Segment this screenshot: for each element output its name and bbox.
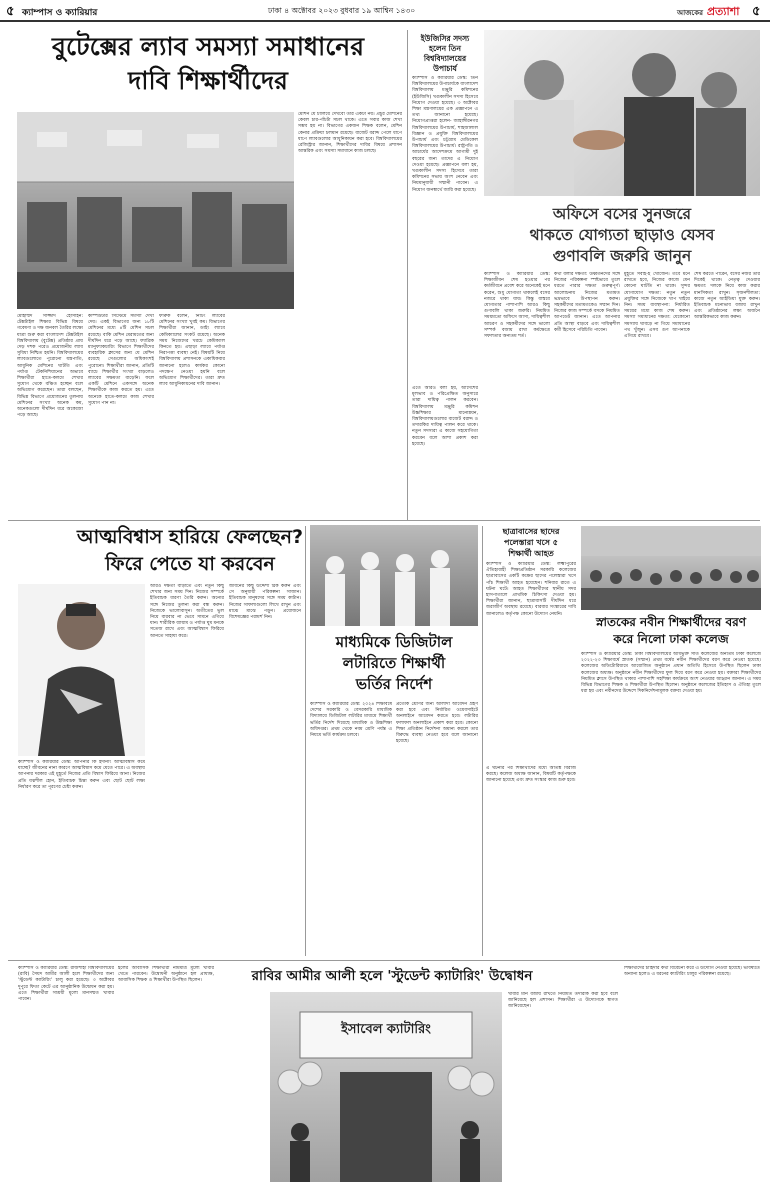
lottery-headline — [310, 632, 478, 695]
ugc-headline: ইউজিসির সদস্য হলেন তিন বিশ্ববিদ্যালয়ের উপাচার্য — [420, 34, 470, 73]
buet-lab-col-4: মেশিন যে চালিয়ে দেখবো তার একটা নয়। প্রচুর মেশিনের কেবল চার-পাঁচটা সচল থাকে। এতে সবার কাজ শেখা সম্ভব হয় না। বিভাগের একজন শিক্ষক বলেন, মেশিন কেনার প্রক্রিয়া চলমান রয়েছে। বাজেট বরাদ্দ পেলে ধাপে ধাপে ল্যাবগুলোর আধুনিকায়ন করা হবে। বিশ্ববিদ্যালয়ের রেজিস্ট্রার জানান, শিক্ষার্থীদের দাবির বিষয়ে প্রশাসন আন্তরিক এবং সমস্যা সমাধানে কাজ চলছে। — [298, 112, 402, 155]
handshake-illustration — [484, 30, 760, 196]
lottery-col-2: প্রত্যেক শ্রেণির জন্য আলাদা আবেদন গ্রহণ করা হবে এবং নির্ধারিত ওয়েবসাইটে অনলাইনে আবেদন করতে হবে। লটারির ফলাফল অনলাইনে প্রকাশ করা হবে। কোনো শিক্ষা প্রতিষ্ঠান নির্দেশনা অমান্য করলে তার বিরুদ্ধে ব্যবস্থা নেওয়া হবে বলে জানানো হয়েছে। — [396, 702, 478, 745]
logo-main: প্রত্যাশা — [706, 5, 740, 18]
buet-lab-headline-line-2: দাবি শিক্ষার্থীদের — [128, 66, 288, 95]
dhaka-college-headline — [581, 614, 761, 648]
catering-col-4: শিক্ষার্থীদের চাহিদার কথা বিবেচনা করে এ উদ্যোগ নেওয়া হয়েছে। ভবিষ্যতে অন্যান্য হলেও এ ধরনের ক্যাটারিং চালুর পরিকল্পনা রয়েছে। — [624, 966, 760, 978]
catering-col-1: ক্যাম্পাস ও ক্যারিয়ার ডেস্ক: রাজশাহী বিশ্ববিদ্যালয়ের (রাবি) সৈয়দ আমীর আলী হলে শিক্ষার্থীদের জন্য 'স্টুডেন্ট ক্যাটারিং' চালু করা হয়েছে। ৩ অক্টোবর দুপুরে ফিতা কেটে এর আনুষ্ঠানিক উদ্বোধন করা হয়। এতে শিক্ষার্থীরা সাশ্রয়ী মূল্যে মানসম্মত খাবার পাবেন। — [18, 966, 114, 1003]
hostel-body: ক্যাম্পাস ও ক্যারিয়ার ডেস্ক: লক্ষ্মীপুরের ঐতিহ্যবাহী শিক্ষাপ্রতিষ্ঠান সরকারি কলেজের ছাত্রাবাসের একটি কক্ষের ছাদের পলেস্তারা খসে পাঁচ শিক্ষার্থী আহত হয়েছেন। শনিবার রাতে এ ঘটনা ঘটে। আহত শিক্ষার্থীদের স্থানীয় সদর হাসপাতালে প্রাথমিক চিকিৎসা দেওয়া হয়। শিক্ষার্থীরা জানান, ছাত্রাবাসটি দীর্ঘদিন ধরে জরাজীর্ণ অবস্থায় রয়েছে। বারবার সংস্কারের দাবি জানালেও কর্তৃপক্ষ কোনো উদ্যোগ নেয়নি। — [486, 562, 576, 617]
catering-col-2: হলের আবাসিক শিক্ষার্থীরা নামমাত্র মূল্যে খাবার খেতে পারবেন। উদ্বোধনী অনুষ্ঠানে হল প্রাধ্যক্ষ, আবাসিক শিক্ষক ও শিক্ষার্থীরা উপস্থিত ছিলেন। — [118, 966, 214, 984]
confidence-portrait-photo — [18, 584, 145, 756]
office-col-1: ক্যাম্পাস ও ক্যারিয়ার ডেস্ক: শিক্ষাজীবন শেষ হওয়ার পর কর্মজীবনে প্রবেশ করে অনেকেই মনে করেন, শুধু যোগ্যতা থাকলেই বসের নজরে থাকা যায়। কিন্তু বাস্তবে যোগ্যতার পাশাপাশি আরও কিছু গুণাবলি থাকা জরুরি। নিয়মিত সময়মতো অফিসে আসা, দায়িত্বশীল আচরণ ও সহকর্মীদের সঙ্গে ভালো সম্পর্ক বজায় রাখা কর্মক্ষেত্রে সফলতার অন্যতম শর্ত। — [484, 272, 550, 340]
confidence-col-1: ক্যাম্পাস ও ক্যারিয়ার ডেস্ক: আপনার কি ইদানীং আত্মবিশ্বাস কমে যাচ্ছে? জীবনের নানা কারণে আত্মবিশ্বাস কমে যেতে পারে। এ অবস্থায় আপনার দরকার এই মুহূর্তে নিজের প্রতি বিশ্বাস ফিরিয়ে আনা। নিজের প্রতি যত্নশীল হোন, ইতিবাচক চিন্তা করুন এবং ছোট ছোট লক্ষ্য নির্ধারণ করে তা পূরণের চেষ্টা করুন। — [18, 760, 145, 790]
hostel-body-2: এ ঘটনার পর শিক্ষার্থীদের মধ্যে আতঙ্ক বিরাজ করছে। কলেজ অধ্যক্ষ জানান, বিষয়টি কর্তৃপক্ষকে জানানো হয়েছে এবং দ্রুত সংস্কার কাজ শুরু হবে। — [486, 766, 576, 784]
lottery-headline-line-2: লটারিতে শিক্ষার্থী — [342, 654, 446, 672]
ugc-body: ক্যাম্পাস ও ক্যারিয়ার ডেস্ক: তিন বিশ্ববিদ্যালয়ের উপাচার্যকে বাংলাদেশ বিশ্ববিদ্যালয় মঞ্জুরি কমিশনের (ইউজিসি) খণ্ডকালীন সদস্য হিসেবে নিয়োগ দেওয়া হয়েছে। ৩ অক্টোবর শিক্ষা মন্ত্রণালয়ের এক প্রজ্ঞাপনে এ তথ্য জানানো হয়েছে। নিয়োগপ্রাপ্তরা হলেন- জাহাঙ্গীরনগর বিশ্ববিদ্যালয়ের উপাচার্য, শাহজালাল বিজ্ঞান ও প্রযুক্তি বিশ্ববিদ্যালয়ের উপাচার্য এবং চট্টগ্রাম মেডিকেল বিশ্ববিদ্যালয়ের উপাচার্য। রাষ্ট্রপতি ও আচার্যের আদেশক্রমে আগামী দুই বছরের জন্য তাদের এ নিয়োগ দেওয়া হয়েছে। প্রজ্ঞাপনে বলা হয়, খণ্ডকালীন সদস্য হিসেবে তারা কমিশনের সভায় অংশ নেবেন এবং নিয়মানুযায়ী সম্মানী পাবেন। এ নিয়োগ জনস্বার্থে জারি করা হয়েছে। — [412, 76, 478, 193]
office-col-4: শেষ করতে পারেন, বসের নজর তার দিকেই থাকে। নেতৃত্ব দেওয়ার ক্ষমতা: দলকে নিয়ে কাজ করার মানসিকতা রাখুন। সৃজনশীলতা: কাজে নতুন আইডিয়া যুক্ত করুন। ইতিবাচক মনোভাব বজায় রাখুন এবং প্রতিষ্ঠানের লক্ষ্য অর্জনে আন্তরিকভাবে কাজ করুন। — [694, 272, 760, 321]
school-students-illustration — [310, 525, 478, 626]
office-headline — [484, 204, 760, 267]
office-col-2: কথা বলার দক্ষতা: উর্ধ্বতনদের সঙ্গে নিজের পরিকল্পনা স্পষ্টভাবে তুলে ধরতে পারার দক্ষতা গুরুত্বপূর্ণ। আলোচনায় নিজের মতামত ভদ্রভাবে উপস্থাপন করুন। সহকর্মীদের মতামতকেও সম্মান দিন। নিজের কাজ সম্পর্কে বসকে নিয়মিত আপডেট জানান। এতে আপনার প্রতি আস্থা বাড়বে এবং দায়িত্বশীল কর্মী হিসেবে পরিচিতি পাবেন। — [554, 272, 620, 333]
confidence-col-3: জীবনের কিছু উদ্দেশ্য ঠিক করুন এবং সে অনুযায়ী পরিকল্পনা সাজান। ইতিবাচক মানুষদের সঙ্গে সময় কাটান। নিজের সাফল্যগুলো লিখে রাখুন এবং মাঝে মাঝে পড়ুন। প্রয়োজনে বিশেষজ্ঞের পরামর্শ নিন। — [229, 584, 301, 621]
students-photo — [310, 525, 478, 626]
lottery-headline-line-1: মাধ্যমিকে ডিজিটাল — [335, 633, 453, 651]
catering-headline: রাবির আমীর আলী হলে 'স্টুডেন্ট ক্যাটারিং' উদ্বোধন — [251, 968, 533, 984]
issue-date: ঢাকা ৪ অক্টোবর ২০২৩ বুধবার ১৯ আশ্বিন ১৪৩০ — [268, 6, 416, 15]
buet-lab-col-3: ফারুক বলেন, নিটিং ল্যাবের মেশিনের সংখ্যা খুবই কম। বিভাগের শিক্ষার্থীরা জানান, ডাইং ল্যাবে কেমিক্যালের সংকট রয়েছে। অনেক সময় নিজেদের খরচে কেমিক্যাল কিনতে হয়। এছাড়া ল্যাবে পর্যাপ্ত নিরাপত্তা ব্যবস্থা নেই। বিষয়টি নিয়ে বিশ্ববিদ্যালয় প্রশাসনকে একাধিকবার জানানো হলেও কার্যকর কোনো পদক্ষেপ নেওয়া হয়নি বলে অভিযোগ শিক্ষার্থীদের। তারা দ্রুত ল্যাব আধুনিকায়নের দাবি জানান। — [159, 314, 225, 388]
dhaka-college-headline-line-1: স্নাতকের নবীন শিক্ষার্থীদের বরণ — [595, 615, 747, 629]
office-headline-line-3: গুণাবলি জরুরি জানুন — [552, 247, 692, 265]
page-header — [0, 0, 770, 22]
hostel-headline — [486, 526, 576, 559]
confidence-headline-line-1: আত্মবিশ্বাস হারিয়ে ফেলছেন? — [76, 526, 304, 548]
dhaka-college-headline-line-2: করে নিলো ঢাকা কলেজ — [613, 632, 729, 646]
auditorium-crowd-illustration — [581, 526, 761, 610]
buet-lab-photo — [17, 112, 294, 309]
buet-lab-headline — [8, 30, 408, 98]
page-number-left: ৫ — [6, 4, 15, 19]
lottery-headline-line-3: ভর্তির নির্দেশ — [355, 675, 433, 693]
handshake-photo — [484, 30, 760, 196]
confidence-headline-line-2: ফিরে পেতে যা করবেন — [105, 553, 275, 575]
masthead-logo — [677, 3, 739, 22]
confidence-col-2: আরও দক্ষতা বাড়াতে এবং নতুন কিছু শেখার জন্য সময় দিন। নিজের সম্পর্কে ইতিবাচক ধারণা তৈরি করুন। অন্যের সঙ্গে নিজের তুলনা করা বন্ধ করুন। নিজেকে ভালোবাসুন। অতীতের ভুল নিয়ে বারবার না ভেবে সামনে এগিয়ে যান। শারীরিক ব্যায়াম ও পর্যাপ্ত ঘুম মনকে সতেজ রাখে এবং আত্মবিশ্বাস ফিরিয়ে আনতে সাহায্য করে। — [150, 584, 224, 639]
logo-prefix: আজকের — [677, 9, 703, 17]
hostel-headline-line-2: পলেস্তারা খসে ৫ — [504, 538, 558, 547]
lab-machines-illustration — [17, 112, 294, 309]
lottery-col-1: ক্যাম্পাস ও ক্যারিয়ার ডেস্ক: ২০২৪ শিক্ষাবর্ষে দেশের সরকারি ও বেসরকারি মাধ্যমিক বিদ্যালয়ে ডিজিটাল লটারির মাধ্যমে শিক্ষার্থী ভর্তির নির্দেশ দিয়েছে মাধ্যমিক ও উচ্চশিক্ষা অধিদপ্তর। প্রথম থেকে নবম শ্রেণি পর্যন্ত এ নিয়মে ভর্তি কার্যক্রম চলবে। — [310, 702, 392, 739]
buet-lab-headline-line-1: বুটেক্সের ল্যাব সমস্যা সমাধানের — [52, 32, 364, 61]
section-title: ক্যাম্পাস ও ক্যারিয়ার — [22, 8, 98, 18]
office-headline-line-2: থাকতে যোগ্যতা ছাড়াও যেসব — [529, 226, 715, 244]
buet-lab-col-2: কম্পিউটার সিস্টেমে সমস্যা দেখা দেয়। একই বিভাগের জন্য ১৮টি মেশিনের মধ্যে ৪টি মেশিন সচল রয়েছে। বাকি মেশিন মেরামতের জন্য দীর্ঘদিন ধরে পড়ে আছে। ফ্যাব্রিক ম্যানুফ্যাকচারিং বিভাগে শিক্ষার্থীদের ব্যবহারিক ক্লাসের জন্য যে মেশিন রয়েছে সেগুলোর অধিকাংশই পুরোনো। শিক্ষার্থীরা জানান, প্রতিটি ব্যাচে শিক্ষার্থীর সংখ্যা বাড়লেও ল্যাবের সক্ষমতা বাড়েনি। ফলে একটি মেশিনে একসঙ্গে অনেক শিক্ষার্থীকে কাজ করতে হয়। এতে অনেকে হাতে-কলমে কাজ শেখার সুযোগ পান না। — [88, 314, 154, 406]
dhaka-college-photo — [581, 526, 761, 610]
dhaka-college-body: ক্যাম্পাস ও ক্যারিয়ার ডেস্ক: ঢাকা বিশ্ববিদ্যালয়ের অধিভুক্ত সাত কলেজের অন্যতম ঢাকা কলেজে ২০২২-২৩ শিক্ষাবর্ষে স্নাতক (সম্মান) প্রথম বর্ষের নবীন শিক্ষার্থীদের বরণ করে নেওয়া হয়েছে। কলেজের অডিটোরিয়ামে আয়োজিত অনুষ্ঠানে প্রধান অতিথি হিসেবে উপস্থিত ছিলেন ঢাকা কলেজের অধ্যক্ষ। অনুষ্ঠানে নবীন শিক্ষার্থীদের ফুল দিয়ে বরণ করে নেওয়া হয়। বক্তারা শিক্ষার্থীদের নিয়মিত ক্লাসে উপস্থিত থাকার পাশাপাশি সহশিক্ষা কার্যক্রমে অংশ নেওয়ার আহ্বান জানান। এ সময় বিভিন্ন বিভাগের শিক্ষক ও শিক্ষার্থীরা উপস্থিত ছিলেন। অনুষ্ঠানে কলেজের ইতিহাস ও ঐতিহ্য তুলে ধরা হয় এবং নবীনদের উদ্দেশে দিকনির্দেশনামূলক বক্তব্য দেওয়া হয়। — [581, 652, 761, 695]
ugc-body-2: এতে আরও বলা হয়, আদেশের মূলভাব ও পরিপ্রেক্ষিত অনুসারে তারা দায়িত্ব পালন করবেন। বিশ্ববিদ্যালয় মঞ্জুরি কমিশন উচ্চশিক্ষার মানোন্নয়ন, বিশ্ববিদ্যালয়গুলোর বাজেট বরাদ্দ ও তদারকির দায়িত্ব পালন করে থাকে। নতুন সদস্যরা এ কাজে সহযোগিতা করবেন বলে আশা প্রকাশ করা হয়েছে। — [412, 386, 478, 447]
office-col-3: মুহূর্তে সবাই-ই খোঁজেন। তবে মনে রাখতে হবে, নিজের কাজে যেন কোনো ঘাটতি না থাকে। সুন্দর যোগাযোগ দক্ষতা: নতুন নতুন প্রযুক্তির সঙ্গে নিজেকে খাপ খাইয়ে নিন। সময় ব্যবস্থাপনা: নির্ধারিত সময়ের মধ্যে কাজ শেষ করুন। সমস্যা সমাধানের দক্ষতা: যেকোনো সমস্যায় ঘাবড়ে না গিয়ে সমাধানের পথ খুঁজুন। এসব গুণ আপনাকে এগিয়ে রাখবে। — [624, 272, 690, 340]
page-number-right: ৫ — [752, 4, 761, 19]
catering-photo — [270, 992, 502, 1182]
catering-col-3: খাবার মান বজায় রাখতে নিয়মিত তদারকি করা হবে বলে জানিয়েছে হল প্রশাসন। শিক্ষার্থীরা এ উদ্যোগকে স্বাগত জানিয়েছেন। — [508, 992, 618, 1010]
catering-sign-text: ইসাবেল ক্যাটারিং — [341, 1022, 431, 1037]
buet-lab-col-1: মোহাম্মদ সাজ্জাদ হোসাইন: টেক্সটাইল শিক্ষার বিভিন্ন বিষয়ে গবেষণা ও দক্ষ জনবল তৈরির লক্ষ্যে যাত্রা শুরু করা বাংলাদেশ টেক্সটাইল বিশ্ববিদ্যালয় (বুটেক্স) প্রতিষ্ঠার প্রায় দেড় দশক পরেও প্রয়োজনীয় ল্যাব সুবিধা নিশ্চিত হয়নি। বিশ্ববিদ্যালয়ের ল্যাবগুলোতে পুরোনো যন্ত্রপাতি, আধুনিক মেশিনের ঘাটতি এবং পর্যাপ্ত টেকনিশিয়ানের অভাবে শিক্ষার্থীরা হাতে-কলমে শেখার সুযোগ থেকে বঞ্চিত হচ্ছেন বলে অভিযোগ করেছেন। তারা বলছেন, বিভিন্ন বিভাগে প্রয়োজনের তুলনায় মেশিনের সংখ্যা অনেক কম, অনেকগুলো দীর্ঘদিন ধরে অকেজো পড়ে আছে। — [17, 314, 83, 419]
hostel-headline-line-1: ছাত্রাবাসের ছাদের — [502, 527, 560, 536]
office-headline-line-1: অফিসে বসের সুনজরে — [552, 205, 692, 223]
hostel-headline-line-3: শিক্ষার্থী আহত — [508, 549, 554, 558]
man-portrait-illustration — [18, 584, 145, 756]
